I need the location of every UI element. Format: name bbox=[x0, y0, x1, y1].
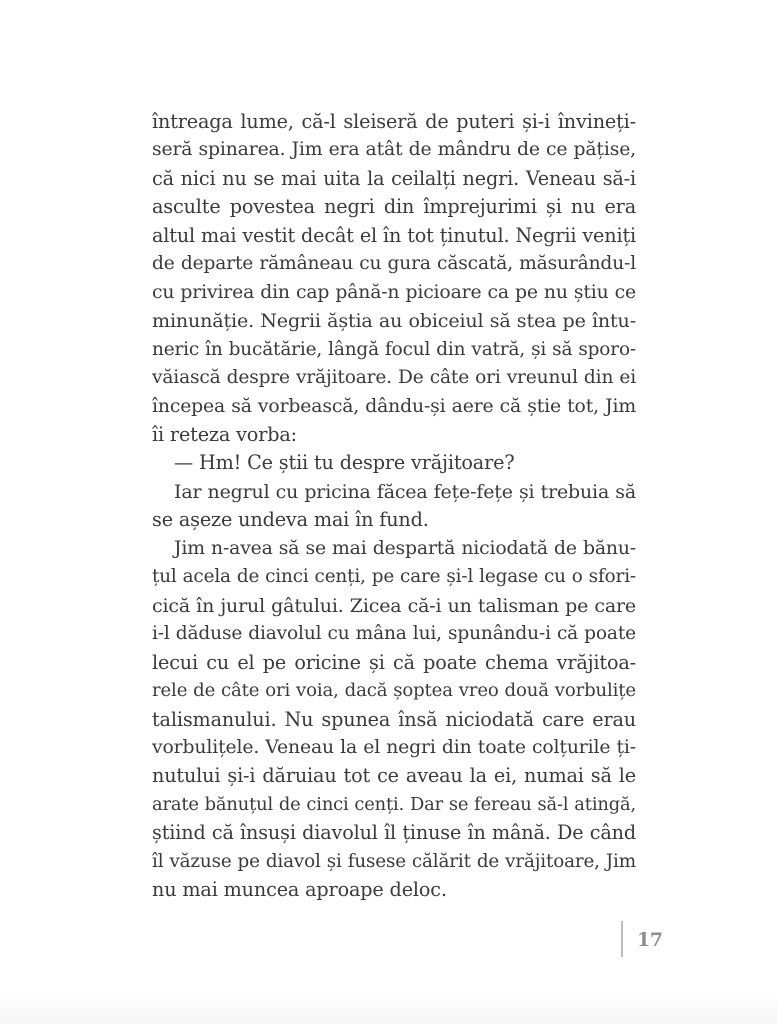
text-line: știind că însuși diavolul îl ținuse în mână. De când bbox=[152, 821, 636, 845]
text-line: i-l dăduse diavolul cu mâna lui, spunându-i că poate bbox=[152, 623, 636, 645]
text-line: Iar negrul cu pricina făcea fețe-fețe și trebuia să bbox=[174, 480, 636, 503]
text-line: altul mai vestit decât el în tot ținutul. Negrii veniți bbox=[152, 223, 636, 247]
text-line: se așeze undeva mai în fund. bbox=[152, 508, 429, 532]
text-line: rele de câte ori voia, dacă șoptea vreo două vorbulițe bbox=[152, 680, 636, 702]
page-number: 17 bbox=[637, 929, 663, 951]
text-line: cică în jurul gâtului. Zicea că-i un talisman pe care bbox=[152, 594, 636, 617]
text-line: minunăție. Negrii ăștia au obiceiul să stea pe întu- bbox=[152, 310, 636, 333]
text-line: talismanului. Nu spunea însă niciodată care erau bbox=[152, 707, 636, 731]
text-line: începea să vorbească, dându-și aere că știe tot, Jim bbox=[152, 395, 636, 417]
text-line: întreaga lume, că-l sleiseră de puteri și-i învineți- bbox=[152, 110, 636, 133]
text-line: de departe rămâneau cu gura căscată, măsurându-l bbox=[152, 253, 636, 275]
text-line: Jim n-avea să se mai despartă niciodată de bănu- bbox=[174, 537, 636, 559]
text-line: îl văzuse pe diavol și fusese călărit de vrăjitoare, Jim bbox=[152, 850, 636, 872]
footer-divider bbox=[621, 921, 623, 957]
text-line: nutului și-i dăruiau tot ce aveau la ei, numai să le bbox=[152, 764, 636, 788]
text-line: văiască despre vrăjitoare. De câte ori vreunul din ei bbox=[152, 367, 636, 389]
text-line: — Hm! Ce știi tu despre vrăjitoare? bbox=[174, 451, 515, 475]
text-line: cu privirea din cap până-n picioare ca pe nu știu ce bbox=[152, 281, 636, 303]
text-line: vorbulițele. Veneau la el negri din toate colțurile ți- bbox=[152, 736, 636, 758]
text-line: seră spinarea. Jim era atât de mândru de ce pățise, bbox=[152, 139, 636, 161]
text-line: asculte povestea negri din împrejurimi și nu era bbox=[152, 195, 636, 219]
text-line: lecui cu el pe oricine și că poate chema vrăjitoa- bbox=[152, 650, 636, 674]
text-line: că nici nu se mai uita la ceilalți negri. Veneau să-i bbox=[152, 166, 636, 190]
text-line: nu mai muncea aproape deloc. bbox=[152, 878, 447, 902]
body-text bbox=[152, 108, 636, 905]
text-line: neric în bucătărie, lângă focul din vatră, și să sporo- bbox=[152, 338, 636, 360]
text-line: țul acela de cinci cenți, pe care și-l legase cu o sfori- bbox=[152, 566, 636, 588]
text-line: arate bănuțul de cinci cenți. Dar se fereau să-l atingă, bbox=[152, 793, 636, 815]
text-line: îi reteza vorba: bbox=[152, 422, 297, 446]
